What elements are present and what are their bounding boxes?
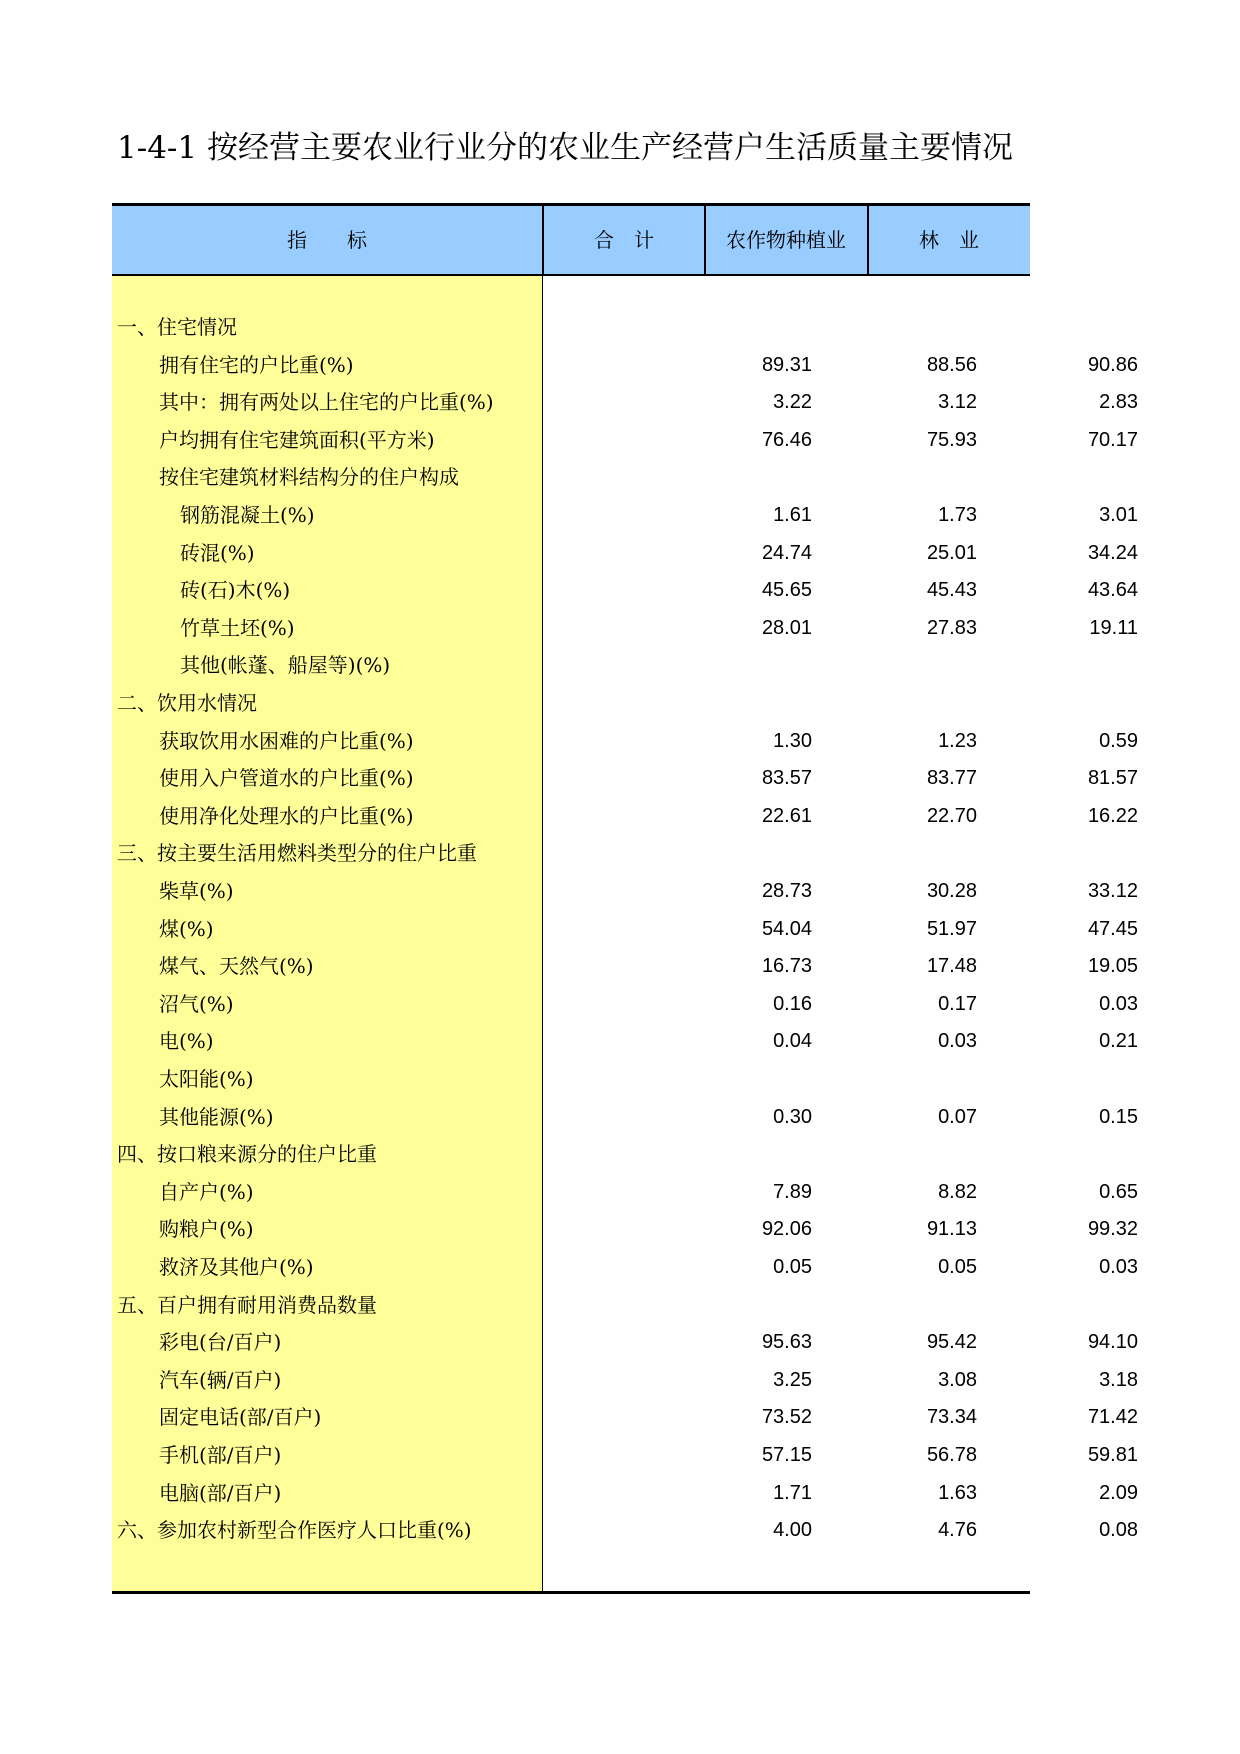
table-row (112, 497, 1138, 535)
column-header-total: 合 计 (594, 228, 654, 252)
table-row (112, 535, 1138, 573)
table-row (112, 1475, 1138, 1513)
row-label: 三、按主要生活用燃料类型分的住户比重 (117, 841, 477, 866)
total-value: 45.65 (761, 579, 812, 602)
row-label: 手机(部/百户) (159, 1443, 282, 1467)
forestry-value: 99.32 (1087, 1218, 1138, 1241)
forestry-value: 0.59 (1099, 729, 1138, 752)
crop-farming-value: 91.13 (926, 1218, 977, 1241)
column-header-forestry: 林 业 (919, 228, 979, 252)
crop-farming-value: 95.42 (926, 1331, 977, 1354)
row-label: 一、住宅情况 (117, 315, 237, 339)
table-row (112, 309, 1030, 347)
total-value: 0.30 (773, 1105, 812, 1128)
forestry-value: 34.24 (1087, 541, 1138, 564)
table-row (112, 948, 1138, 986)
row-label: 其他(帐蓬、船屋等)(%) (180, 653, 391, 678)
forestry-value: 19.05 (1087, 955, 1138, 978)
table-row (112, 347, 1138, 385)
row-label: 固定电话(部/百户) (159, 1405, 322, 1430)
total-value: 76.46 (761, 428, 812, 451)
forestry-value: 16.22 (1087, 804, 1138, 827)
row-label: 户均拥有住宅建筑面积(平方米) (159, 427, 435, 452)
total-value: 22.61 (761, 804, 812, 827)
table-row (112, 1362, 1138, 1400)
total-value: 54.04 (761, 917, 812, 940)
row-label: 二、饮用水情况 (117, 691, 257, 715)
total-value: 28.01 (761, 616, 812, 639)
table-row (112, 610, 1138, 648)
row-label: 其他能源(%) (159, 1104, 274, 1129)
row-label: 使用入户管道水的户比重(%) (159, 766, 414, 791)
table-row (112, 1287, 1030, 1325)
table-row (112, 1399, 1138, 1437)
forestry-value: 81.57 (1087, 767, 1138, 790)
crop-farming-value: 88.56 (926, 353, 977, 376)
total-value: 16.73 (761, 955, 812, 978)
crop-farming-value: 0.17 (938, 992, 977, 1015)
forestry-value: 33.12 (1087, 880, 1138, 902)
crop-farming-value: 1.73 (938, 504, 977, 526)
row-label: 竹草土坯(%) (180, 615, 295, 640)
table-row (112, 459, 1030, 497)
row-label: 其中：拥有两处以上住宅的户比重(%) (159, 390, 494, 415)
crop-farming-value: 17.48 (926, 955, 977, 978)
crop-farming-value: 73.34 (926, 1406, 977, 1429)
table-row (112, 760, 1138, 798)
row-label: 六、参加农村新型合作医疗人口比重(%) (117, 1518, 472, 1543)
row-label: 沼气(%) (159, 991, 234, 1016)
table-row (112, 572, 1138, 610)
table-row (112, 873, 1138, 911)
total-value: 4.00 (773, 1519, 812, 1542)
row-label: 太阳能(%) (159, 1067, 254, 1091)
forestry-value: 3.01 (1099, 504, 1138, 526)
crop-farming-value: 51.97 (926, 917, 977, 940)
table-row (112, 1099, 1138, 1137)
table-row (112, 384, 1138, 422)
total-value: 3.22 (773, 391, 812, 414)
total-value: 1.30 (773, 729, 812, 752)
table-row (112, 1061, 1030, 1099)
row-label: 自产户(%) (159, 1179, 254, 1204)
forestry-value: 0.65 (1099, 1180, 1138, 1203)
total-value: 89.31 (761, 353, 812, 376)
total-value: 1.61 (773, 504, 812, 526)
table-row (112, 1211, 1138, 1249)
row-label: 使用净化处理水的户比重(%) (159, 803, 414, 828)
table-body (112, 276, 1138, 1594)
row-label: 彩电(台/百户) (159, 1330, 282, 1355)
row-label: 砖(石)木(%) (180, 578, 291, 603)
row-label: 钢筋混凝土(%) (180, 503, 315, 527)
crop-farming-value: 3.12 (938, 391, 977, 414)
row-label: 五、百户拥有耐用消费品数量 (117, 1292, 377, 1317)
row-label: 汽车(辆/百户) (159, 1367, 282, 1392)
table-row (112, 1437, 1138, 1475)
table-row (112, 723, 1138, 761)
total-value: 95.63 (761, 1331, 812, 1354)
forestry-value: 70.17 (1087, 428, 1138, 451)
row-label: 四、按口粮来源分的住户比重 (117, 1142, 377, 1167)
row-label: 砖混(%) (180, 540, 255, 565)
forestry-value: 19.11 (1089, 616, 1138, 639)
table-row (112, 1023, 1138, 1061)
row-label: 按住宅建筑材料结构分的住户构成 (159, 465, 459, 490)
total-value: 24.74 (761, 541, 812, 564)
crop-farming-value: 83.77 (926, 767, 977, 790)
crop-farming-value: 75.93 (926, 428, 977, 451)
forestry-value: 0.08 (1099, 1519, 1138, 1542)
crop-farming-value: 1.63 (938, 1481, 977, 1504)
table-header (112, 203, 1030, 276)
crop-farming-value: 0.05 (938, 1256, 977, 1278)
forestry-value: 59.81 (1087, 1444, 1138, 1466)
total-value: 7.89 (773, 1180, 812, 1203)
table-row (112, 1249, 1138, 1287)
row-label: 获取饮用水困难的户比重(%) (159, 728, 414, 753)
table-row (112, 1136, 1030, 1174)
total-value: 28.73 (761, 880, 812, 902)
row-label: 煤气、天然气(%) (159, 954, 314, 979)
crop-farming-value: 3.08 (938, 1368, 977, 1391)
crop-farming-value: 1.23 (938, 729, 977, 752)
crop-farming-value: 8.82 (938, 1180, 977, 1203)
forestry-value: 47.45 (1087, 917, 1138, 940)
crop-farming-value: 0.07 (938, 1105, 977, 1128)
total-value: 1.71 (773, 1481, 812, 1504)
column-header-crop-farming: 农作物种植业 (726, 228, 846, 252)
row-label: 救济及其他户(%) (159, 1255, 314, 1279)
row-label: 拥有住宅的户比重(%) (159, 352, 354, 377)
crop-farming-value: 56.78 (926, 1444, 977, 1466)
table-row (112, 422, 1138, 460)
total-value: 73.52 (761, 1406, 812, 1429)
data-table (112, 203, 1138, 1594)
forestry-value: 94.10 (1087, 1331, 1138, 1354)
row-label: 电脑(部/百户) (159, 1480, 282, 1505)
table-row (112, 986, 1138, 1024)
forestry-value: 0.21 (1099, 1030, 1138, 1053)
forestry-value: 3.18 (1099, 1368, 1138, 1391)
row-label: 煤(%) (159, 916, 214, 941)
row-label: 电(%) (159, 1029, 214, 1054)
forestry-value: 2.83 (1099, 391, 1138, 414)
total-value: 57.15 (761, 1444, 812, 1466)
row-label: 购粮户(%) (159, 1217, 254, 1242)
crop-farming-value: 22.70 (926, 804, 977, 827)
total-value: 92.06 (761, 1218, 812, 1241)
crop-farming-value: 0.03 (938, 1030, 977, 1053)
table-row (112, 1174, 1138, 1212)
column-header-indicator: 指 标 (287, 228, 367, 252)
table-row (112, 835, 1030, 873)
forestry-value: 2.09 (1099, 1481, 1138, 1504)
page-title: 1-4-1 按经营主要农业行业分的农业生产经营户生活质量主要情况 (117, 130, 1013, 166)
table-row (112, 647, 1030, 685)
table-row (112, 798, 1138, 836)
crop-farming-value: 27.83 (926, 616, 977, 639)
row-label: 柴草(%) (159, 879, 234, 903)
table-row (112, 911, 1138, 949)
table-row (112, 685, 1030, 723)
total-value: 0.16 (773, 992, 812, 1015)
crop-farming-value: 4.76 (938, 1519, 977, 1542)
forestry-value: 43.64 (1087, 579, 1138, 602)
table-row (112, 1324, 1138, 1362)
forestry-value: 90.86 (1087, 353, 1138, 376)
total-value: 0.04 (773, 1030, 812, 1053)
forestry-value: 0.03 (1099, 992, 1138, 1015)
crop-farming-value: 30.28 (926, 880, 977, 902)
crop-farming-value: 45.43 (926, 579, 977, 602)
forestry-value: 71.42 (1087, 1406, 1138, 1429)
crop-farming-value: 25.01 (926, 541, 977, 564)
table-row (112, 1512, 1138, 1550)
total-value: 0.05 (773, 1256, 812, 1278)
forestry-value: 0.03 (1099, 1256, 1138, 1278)
total-value: 3.25 (773, 1368, 812, 1391)
total-value: 83.57 (761, 767, 812, 790)
forestry-value: 0.15 (1099, 1105, 1138, 1128)
